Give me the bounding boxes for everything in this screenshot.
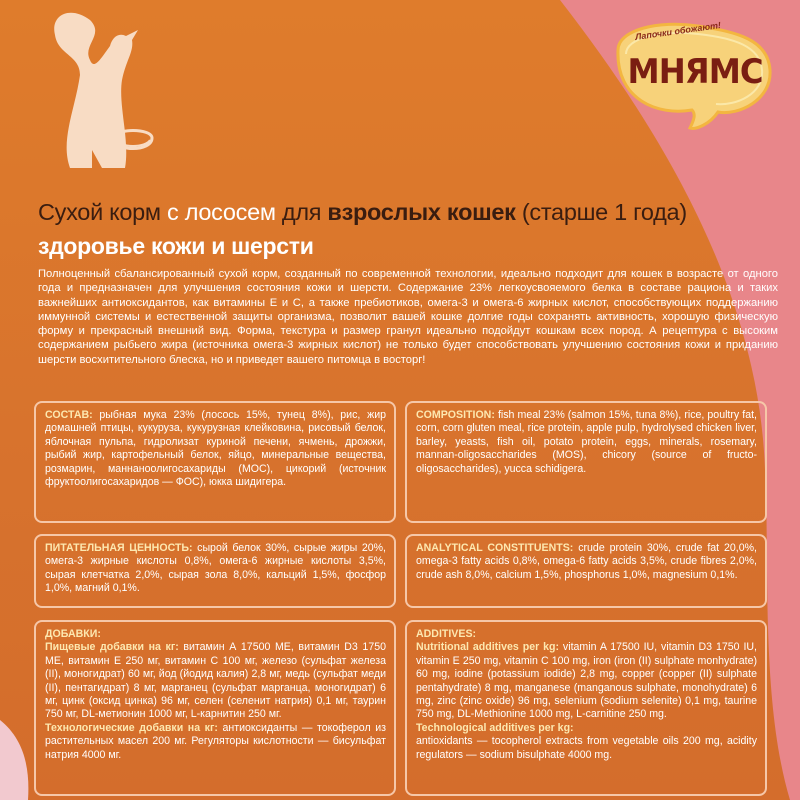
additives-en-technological-text: antioxidants — tocopherol extracts from vegetable oils 200 mg, acidity regulators — sodium bisulphate 4000 mg. — [416, 735, 757, 761]
additives-en-label: ADDITIVES: — [416, 628, 477, 640]
product-subtitle: здоровье кожи и шерсти — [38, 233, 314, 259]
composition-ru-box — [34, 401, 396, 523]
composition-en-text: fish meal 23% (salmon 15%, tuna 8%), rice, poultry fat, corn, corn gluten meal, rice protein, apple pulp, hydrolysed chicken liver, barley, yeasts, fish oil, potato protein, eggs, minerals, rosemary, mannan-oligosaccharides (MOS), chicory (source of fructo-oligosaccharides), yucca schidigera. — [416, 409, 757, 475]
analysis-ru-box — [34, 534, 396, 608]
additives-ru-nutritional-text: витамин А 17500 МЕ, витамин D3 1750 МЕ, витамин Е 250 мг, витамин С 100 мг, железо (сульфат железа (II), моногидрат) 60 мг, йод (йодид калия) 2,8 мг, медь (сульфат меди (II), пентагидрат) 8 мг, марганец (сульфат марганца, моногидрат) 6 мг, цинк (оксид цинка) 96 мг, селен (селенит натрия) 0,1 мг, таурин 750 мг, DL-метионин 1000 мг, L-карнитин 250 мг. — [45, 641, 387, 721]
analysis-ru-text: сырой белок 30%, сырые жиры 20%, омега-3 жирные кислоты 0,8%, омега-6 жирные кислоты 3,5%, сырая клетчатка 2,0%, сырая зола 8,0%, кальций 1,5%, фосфор 1,0%, магний 0,1%. — [45, 542, 387, 595]
additives-en-nutritional-text: vitamin A 17500 IU, vitamin D3 1750 IU, vitamin E 250 mg, vitamin C 100 mg, iron (iron (II) sulphate monhydrate) 60 mg, iodine (potassium iodide) 2,8 mg, copper (copper (II) sulphate pentahydrate) 8 mg, manganese (manganous sulphate, monohydrate) 6 mg, zinc (zinc oxide) 96 mg, selenium (sodium selenite) 0,1 mg, taurine 750 mg, DL-Methionine 1000 mg, L-carnitine 250 mg. — [416, 641, 757, 721]
analysis-ru-label: ПИТАТЕЛЬНАЯ ЦЕННОСТЬ: — [45, 542, 193, 554]
additives-en-box — [405, 620, 767, 796]
additives-ru-label: ДОБАВКИ: — [45, 628, 101, 640]
additives-ru-technological-text: антиоксиданты — токоферол из растительных масел 200 мг. Регуляторы кислотности — бисульфат натрия 4000 мг. — [45, 721, 386, 761]
product-headline: Сухой корм с лососем для взрослых кошек (старше 1 года) — [38, 199, 687, 225]
analysis-en-box — [405, 534, 767, 608]
composition-ru-label: СОСТАВ: — [45, 409, 93, 421]
additives-ru-nutritional-label: Пищевые добавки на кг: — [45, 641, 179, 654]
brand-name: МНЯМС — [627, 52, 763, 92]
composition-ru-text: рыбная мука 23% (лосось 15%, тунец 8%), рис, жир домашней птицы, кукуруза, кукурузная клейковина, рисовый белок, яблочная пульпа, гидролизат куриной печени, ячмень, дрожжи, рыбий жир, картофельный белок, яйцо, минеральные вещества, розмарин, маннаноолигосахариды (МОС), цикорий (источник фруктоолигосахаридов — ФОС), юкка шидигера. — [45, 409, 386, 489]
brand-tagline: Лапочки обожают! — [634, 20, 722, 42]
additives-ru-box — [34, 620, 396, 796]
additives-en-nutritional-label: Nutritional additives per kg: — [416, 641, 560, 654]
analysis-en-label: ANALYTICAL CONSTITUENTS: — [416, 542, 574, 554]
additives-ru-technological-label: Технологические добавки на кг: — [45, 721, 218, 734]
composition-en-label: COMPOSITION: — [416, 409, 495, 421]
product-description: Полноценный сбалансированный сухой корм, созданный по современной технологии, идеально подходит для кошек в возрасте от одного года и предназначен для улучшения состояния кожи и шерсти. Содержание 23% легкоусвояемого белка в составе рациона и таких важнейших антиоксидантов, как витамины Е и С, а также пребиотиков, омега-3 и омега-6 жирных кислот, способствующих поддержанию иммунной системы и естественной защиты организма, позволит вашей кошке долгие годы сохранять активность, хорошую физическую форму и прекрасный внешний вид. Форма, текстура и размер гранул идеально подойдут кошкам всех пород. А рецептура с высоким содержанием рыбьего жира (источника омега-3 жирных кислот) не только будет способствовать улучшению состояния кожи и приданию шерсти восхитительного блеска, но и приведет вашего питомца в восторг! — [38, 268, 778, 366]
additives-en-technological-label: Technological additives per kg: — [416, 721, 574, 734]
composition-en-box — [405, 401, 767, 523]
analysis-en-text: crude protein 30%, crude fat 20,0%, omega-3 fatty acids 0,8%, omega-6 fatty acids 3,5%, crude fibres 2,0%, crude ash 8,0%, calcium 1,5%, phosphorus 1,0%, magnesium 0,1%. — [416, 542, 757, 581]
cat-silhouette-icon — [30, 0, 170, 170]
